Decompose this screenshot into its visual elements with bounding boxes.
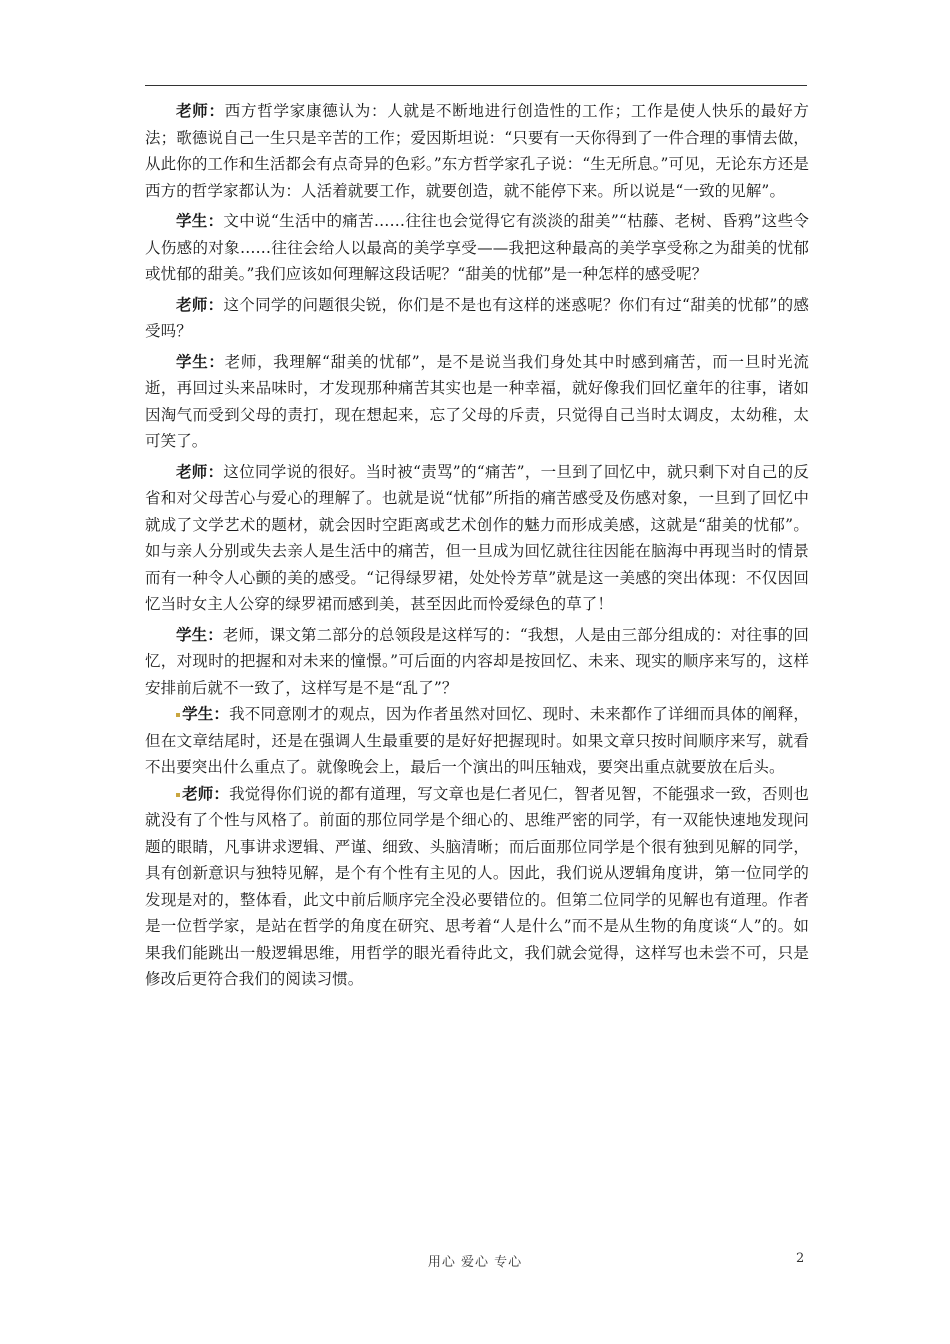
dialogue-paragraph-2 [145,208,809,288]
page-number: 2 [796,1251,805,1266]
speaker-label: 学生： [176,351,225,371]
paragraph-text: 我不同意刚才的观点，因为作者虽然对回忆、现时、未来都作了详细而具体的阐释，但在文章结尾时，还是在强调人生最重要的是好好把握现时。如果文章只按时间顺序来写，就看不出要突出什么重点了。就像晚会上，最后一个演出的叫压轴戏，要突出重点就要放在后头。 [145,705,809,776]
dialogue-paragraph-6 [145,622,809,702]
dialogue-paragraph-7 [145,701,809,781]
speaker-label: 老师： [182,783,230,803]
dialogue-paragraph-8 [145,781,809,993]
speaker-label: 老师： [176,294,224,314]
paragraph-text: 老师，课文第二部分的总领段是这样写的：“我想，人是由三部分组成的：对往事的回忆，对现时的把握和对未来的憧憬。”可后面的内容却是按回忆、未来、现实的顺序来写的，这样安排前后就不一致了，这样写是不是“乱了”？ [145,625,809,697]
header-rule [145,85,807,86]
speaker-label: 学生： [176,211,224,230]
paragraph-text: 这位同学说的很好。当时被“责骂”的“痛苦”，一旦到了回忆中，就只剩下对自己的反省和对父母苦心与爱心的理解了。也就是说“忧郁”所指的痛苦感受及伤感对象，一旦到了回忆中就成了文学艺术的题材，就会因时空距离或艺术创作的魅力而形成美感，这就是“甜美的忧郁”。如与亲人分别或失去亲人是生活中的痛苦，但一旦成为回忆就往往因能在脑海中再现当时的情景而有一种令人心颤的美的感受。“记得绿罗裙，处处怜芳草”就是这一美感的突出体现：不仅因回忆当时女主人公穿的绿罗裙而感到美，甚至因此而怜爱绿色的草了！ [145,462,809,613]
paragraph-text: 文中说“生活中的痛苦……往往也会觉得它有淡淡的甜美”“枯藤、老树、昏鸦”这些令人伤感的对象……往往会给人以最高的美学享受——我把这种最高的美学享受称之为甜美的忧郁或忧郁的甜美。”我们应该如何理解这段话呢？“甜美的忧郁”是一种怎样的感受呢？ [145,212,809,283]
dialogue-paragraph-5 [145,459,809,618]
bullet-marker [176,793,180,797]
paragraph-text: 老师，我理解“甜美的忧郁”，是不是说当我们身处其中时感到痛苦，而一旦时光流逝，再回过头来品味时，才发现那种痛苦其实也是一种幸福，就好像我们回忆童年的往事，诸如因淘气而受到父母的责打，现在想起来，忘了父母的斥责，只觉得自己当时太调皮，太幼稚，太可笑了。 [145,352,809,450]
speaker-label: 学生： [176,624,223,644]
paragraph-text: 这个同学的问题很尖锐，你们是不是也有这样的迷惑呢？你们有过“甜美的忧郁”的感受吗？ [145,295,809,340]
speaker-label: 老师： [176,101,225,120]
speaker-label: 老师： [176,461,224,481]
paragraph-text: 我觉得你们说的都有道理，写文章也是仁者见仁，智者见智，不能强求一致，否则也就没有了个性与风格了。前面的那位同学是个细心的、思维严密的同学，有一双能快速地发现问题的眼睛，凡事讲求逻辑、严谨、细致、头脑清晰；而后面那位同学是个很有独到见解的同学，具有创新意识与独特见解，是个有个性有主见的人。因此，我们说从逻辑角度讲，第一位同学的发现是对的，整体看，此文中前后顺序完全没必要错位的。但第二位同学的见解也有道理。作者是一位哲学家，是站在哲学的角度在研究、思考着“人是什么”而不是从生物的角度谈“人”的。如果我们能跳出一般逻辑思维，用哲学的眼光看待此文，我们就会觉得，这样写也未尝不可，只是修改后更符合我们的阅读习惯。 [145,784,809,988]
document-body [145,98,809,993]
bullet-marker [176,713,180,717]
paragraph-text: 西方哲学家康德认为：人就是不断地进行创造性的工作；工作是使人快乐的最好方法；歌德说自己一生只是辛苦的工作；爱因斯坦说：“只要有一天你得到了一件合理的事情去做，从此你的工作和生活都会有点奇异的色彩。”东方哲学家孔子说：“生无所息。”可见，无论东方还是西方的哲学家都认为：人活着就要工作，就要创造，就不能停下来。所以说是“一致的见解”。 [145,102,809,200]
dialogue-paragraph-4 [145,349,809,455]
dialogue-paragraph-3 [145,292,809,345]
speaker-label: 学生： [182,704,230,723]
page-footer: 用心 爱心 专心 [427,1255,523,1270]
dialogue-paragraph-1 [145,98,809,204]
